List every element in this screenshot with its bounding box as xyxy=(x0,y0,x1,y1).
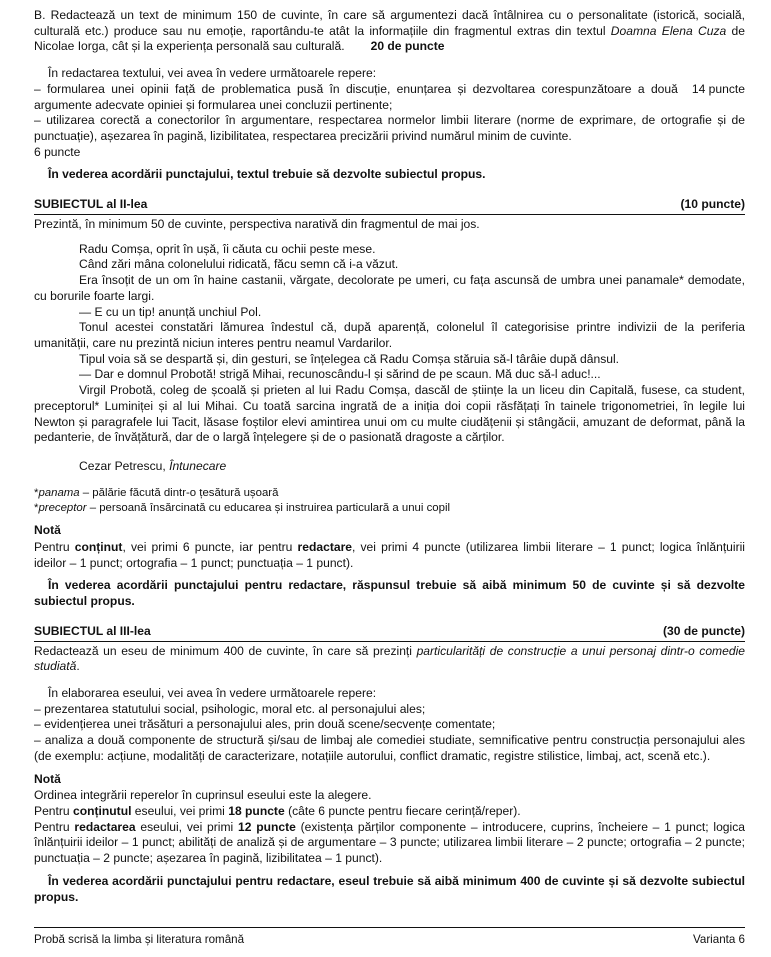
excerpt-paragraph: Era însoțit de un om în haine castanii, vărgate, decolorate pe umeri, cu fața ascunsă de umbra unei panamale* demodate, cu borurile foarte largi. xyxy=(34,273,745,303)
subject-b-closing-note: În vederea acordării punctajului, textul trebuie să dezvolte subiectul propus. xyxy=(48,167,486,182)
nota-text-a2: , vei primi 6 puncte, iar pentru xyxy=(122,539,298,554)
nota-points-12: 12 puncte xyxy=(238,819,296,834)
subject-ii-block xyxy=(34,197,745,610)
footnote-marker: * xyxy=(34,486,39,499)
excerpt-paragraph: Tipul voia să se despartă și, din gesturi, se înțelegea că Radu Comșa stăruia să-l târâie după dânsul. xyxy=(79,351,620,366)
nota-line-redactare xyxy=(34,820,745,867)
subject-b-points: 20 de puncte xyxy=(370,39,445,54)
excerpt-attribution xyxy=(34,459,729,475)
footnote-term: preceptor xyxy=(38,501,87,514)
nota-emphasis-continut: conținut xyxy=(74,539,123,554)
repere-item-text: – formularea unei opinii față de problematica pusă în discuție, enunțarea și dezvoltarea corespunzătoare a două argumente adecvate opiniei și formularea unei concluzii pertinente; xyxy=(34,81,678,112)
excerpt-paragraph: Când zări mâna colonelului ridicată, făcu semn că i-a văzut. xyxy=(79,257,399,272)
excerpt-paragraph: — E cu un tip! anunță unchiul Pol. xyxy=(79,304,262,319)
nota-title: Notă xyxy=(34,771,61,786)
attribution-work: Întunecare xyxy=(169,458,227,473)
footnote-list xyxy=(34,486,745,517)
subject-iii-points: (30 de puncte) xyxy=(663,623,745,638)
subject-b-repere-list xyxy=(34,82,745,161)
subject-b-prompt-lead: B. Redactează un text de minimum 150 de cuvinte, în care să argumentezi dacă întâlnirea cu o personalitate (istorică, socială, culturală etc.) produce sau nu emoție, raportându-te atât la informațiile din fragmentul extras din textul xyxy=(34,8,745,38)
subject-ii-heading-row xyxy=(34,197,745,215)
nota-emphasis-continutul: conținutul xyxy=(73,804,132,819)
excerpt-paragraph: Virgil Probotă, coleg de școală și prieten al lui Radu Comșa, dascăl de științe la un liceu din Capitală, fusese, ca student, preceptorul* Luminiței și al lui Mihai. Cu toată sarcina ingrată de a iniția doi copii răsfățați în tainele trigonometriei, în legile lui Newton și paragrafele lui Tacit, lăsase foștilor elevi amintirea unui om cu multe ciudățenii și stângăcii, amuzant de deformat, până la pedanterie, de învățătură, dar de o largă înțelegere și de o pasionată dragoste a cărților. xyxy=(34,383,745,445)
repere-item-points: 14 puncte xyxy=(691,81,745,96)
nota-c-a3: (câte 6 puncte pentru fiecare cerință/reper). xyxy=(284,804,521,819)
nota-r-a3: (existența părților componente – introducere, cuprins, încheiere – 1 punct; logica înlănțuirii ideilor – 1 punct; abilități de analiză și de argumentare – 3 puncte; utilizarea limbii literare – 2 puncte; ortografia – 2 puncte; punctuația – 2 puncte; așezarea în pagină, lizibilitatea – 1 punct). xyxy=(34,819,745,866)
subject-ii-heading: SUBIECTUL al II-lea xyxy=(34,197,148,212)
footer-divider xyxy=(34,927,745,928)
footer-variant-label: Varianta 6 xyxy=(693,932,745,946)
subject-iii-prompt xyxy=(34,644,745,675)
subject-iii-prompt-topic: particularități de construcție a unui personaj dintr-o comedie studiată xyxy=(34,643,745,674)
subject-b-prompt xyxy=(34,8,745,55)
subject-b-repere-intro: În redactarea textului, vei avea în vedere următoarele repere: xyxy=(48,66,377,81)
nota-title: Notă xyxy=(34,523,61,538)
excerpt-paragraph: Tonul acestei constatări lămurea îndestul că, după aparență, colonelul îl categorisise printre indivizii de la periferia umanității, care nu prezintă niciun interes pentru neamul Vardarilor. xyxy=(34,320,745,350)
repere-item-points: 6 puncte xyxy=(34,144,81,159)
subject-b-work-title: Doamna Elena Cuza xyxy=(610,23,727,38)
nota-c-a1: Pentru xyxy=(34,804,73,819)
nota-emphasis-redactarea: redactarea xyxy=(74,819,136,834)
nota-line-continut xyxy=(34,804,745,820)
repere-item: – prezentarea statutului social, psihologic, moral etc. al personajului ales; xyxy=(34,701,426,716)
subject-iii-repere-intro: În elaborarea eseului, vei avea în vedere următoarele repere: xyxy=(48,686,377,700)
nota-r-a1: Pentru xyxy=(34,819,75,834)
nota-text xyxy=(34,540,745,571)
footer-exam-label: Probă scrisă la limba și literatura română xyxy=(34,932,245,946)
repere-item xyxy=(34,82,745,113)
subject-iii-heading-row xyxy=(34,624,745,642)
repere-item-text: – utilizarea corectă a conectorilor în argumentare, respectarea normelor limbii literare (norme de exprimare, de ortografie și de punctuație), așezarea în pagină, lizibilitatea, respectarea precizării privind numărul minim de cuvinte. xyxy=(34,113,745,144)
attribution-author: Cezar Petrescu, xyxy=(79,458,170,473)
nota-text-a1: Pentru xyxy=(34,539,75,554)
subject-iii-heading: SUBIECTUL al III-lea xyxy=(34,623,151,638)
footer-row xyxy=(34,932,745,947)
repere-item xyxy=(34,113,745,144)
footnote-definition: – persoană însărcinată cu educarea și instruirea particulară a unui copil xyxy=(86,501,451,514)
excerpt-paragraph: — Dar e domnul Probotă! strigă Mihai, recunoscându-l și sărind de pe scaun. Mă duc să-l aduc!... xyxy=(79,367,601,382)
subject-ii-nota xyxy=(34,523,745,571)
footnote-definition: – pălărie făcută dintr-o țesătură ușoară xyxy=(79,486,279,499)
subject-ii-points: (10 puncte) xyxy=(680,197,745,212)
nota-c-a2: eseului, vei primi xyxy=(131,804,229,819)
excerpt-paragraph: Radu Comșa, oprit în ușă, îi căuta cu ochii peste mese. xyxy=(79,241,376,256)
subject-b-prompt-tail: de Nicolae Iorga, cât și la experiența personală sau culturală. xyxy=(34,23,745,54)
subject-iii-block xyxy=(34,624,745,906)
literary-excerpt xyxy=(34,242,745,475)
subject-ii-prompt: Prezintă, în minimum 50 de cuvinte, perspectiva narativă din fragmentul de mai jos. xyxy=(34,216,480,231)
repere-item: – analiza a două componente de structură și/sau de limbaj ale comediei studiate, semnificative pentru construcția personajului ales (de exemplu: acțiune, modalități de caracterizare, notațiile autorului, conflict dramatic, registre stilistice, limbaj, act, scenă etc.). xyxy=(34,733,745,763)
footnote-term: panama xyxy=(38,486,80,499)
nota-emphasis-redactare: redactare xyxy=(297,539,353,554)
nota-r-a2: eseului, vei primi xyxy=(135,819,239,834)
footnote-item xyxy=(34,486,745,501)
repere-item: – evidențierea unei trăsături a personajului ales, prin două scene/secvențe comentate; xyxy=(34,717,496,732)
subject-b-block xyxy=(34,8,745,183)
subject-iii-nota xyxy=(34,772,745,867)
footnote-marker: * xyxy=(34,501,39,514)
nota-points-18: 18 puncte xyxy=(228,804,285,819)
subject-iii-prompt-lead: Redactează un eseu de minimum 400 de cuvinte, în care să prezinți xyxy=(34,643,417,658)
subject-iii-repere-list xyxy=(34,702,745,765)
nota-text-a3: , vei primi 4 puncte (utilizarea limbii literare – 1 punct; logica înlănțuirii ideilor – 1 punct; ortografia – 1 punct; punctuația – 1 punct). xyxy=(34,539,745,570)
subject-iii-closing-note: În vederea acordării punctajului pentru redactare, eseul trebuie să aibă minimum 400 de cuvinte și să dezvolte subiectul propus. xyxy=(34,873,745,904)
footnote-item xyxy=(34,501,745,516)
page-footer xyxy=(34,927,745,947)
nota-line-order: Ordinea integrării reperelor în cuprinsul eseului este la alegere. xyxy=(34,788,372,803)
subject-iii-prompt-tail: . xyxy=(76,659,80,674)
subject-ii-closing-note: În vederea acordării punctajului pentru redactare, răspunsul trebuie să aibă minimum 50 de cuvinte și să dezvolte subiectul propus. xyxy=(34,578,745,609)
